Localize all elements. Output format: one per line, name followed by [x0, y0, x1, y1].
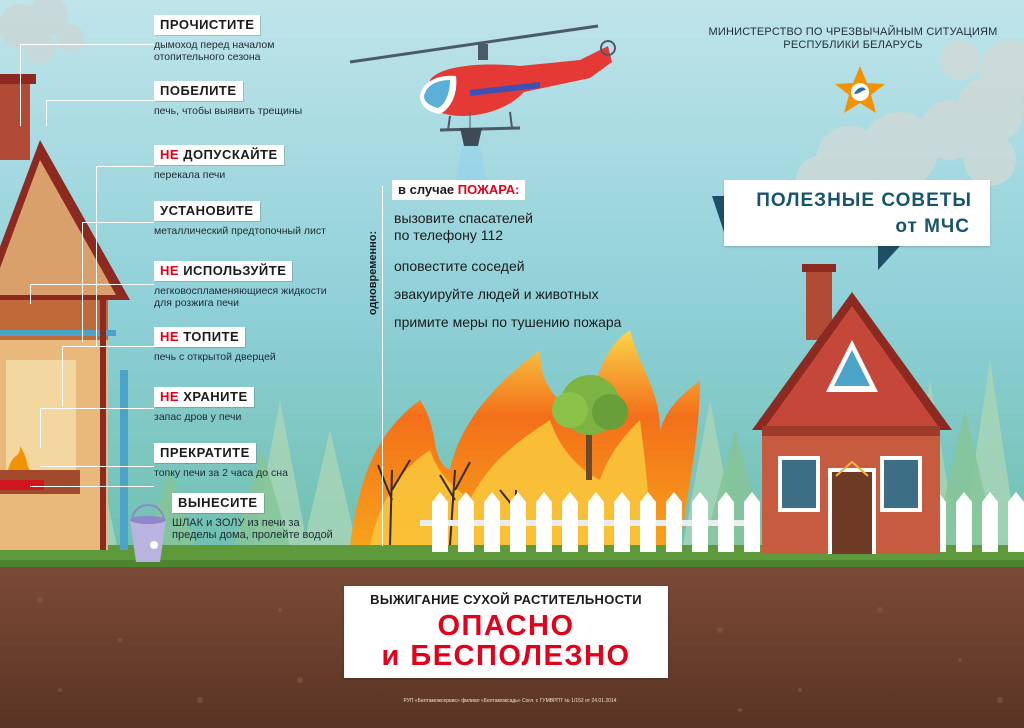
tip-title: ПРЕКРАТИТЕ — [154, 443, 256, 463]
useful-advice-banner — [724, 180, 990, 246]
tip-no-open-door — [154, 326, 344, 364]
tip-connector-8 — [40, 466, 154, 467]
tip-title: НЕ ИСПОЛЬЗУЙТЕ — [154, 261, 292, 281]
warning-line1: ОПАСНО — [437, 610, 575, 642]
tip-description: ШЛАК и ЗОЛУ из печи за пределы дома, пролейте водой — [172, 517, 333, 541]
tip-no-overheat — [154, 144, 344, 182]
warning-line2: и БЕСПОЛЕЗНО — [381, 640, 631, 672]
in-case-of-fire-label: в случае ПОЖАРА: — [392, 180, 525, 200]
tip-connector-9 — [30, 486, 154, 487]
ministry-name — [688, 26, 1018, 52]
tip-whitewash-stove — [154, 80, 344, 118]
tip-connector-6 — [62, 346, 154, 406]
tip-title: ПОБЕЛИТЕ — [154, 81, 243, 101]
tip-no-firewood-storage — [154, 386, 344, 424]
fire-action-extinguish: примите меры по тушению пожара — [394, 314, 622, 330]
fire-action-phone: по телефону 112 — [394, 227, 504, 243]
tip-title: УСТАНОВИТЕ — [154, 201, 260, 221]
tip-clean-chimney — [154, 14, 344, 63]
tip-title: НЕ ДОПУСКАЙТЕ — [154, 145, 284, 165]
fire-action-call-rescuers: вызовите спасателей — [394, 210, 533, 226]
advice-title-line1: ПОЛЕЗНЫЕ СОВЕТЫ — [756, 190, 972, 211]
tip-connector-4 — [82, 222, 154, 342]
tip-title: ВЫНЕСИТЕ — [172, 493, 264, 513]
tip-stop-heating — [154, 442, 344, 480]
tip-description: металлический предтопочный лист — [154, 225, 326, 237]
tip-description: легковоспламеняющиеся жидкости для розжига печи — [154, 285, 327, 309]
tip-description: печь, чтобы выявить трещины — [154, 105, 303, 117]
print-footnote: РУП «Белтаможсервис» филиал «Белтаможсадь» Согл. с ГУМВРПТ № 1/152 от 24.01.2014 — [403, 698, 617, 704]
tip-description: дымоход перед началом отопительного сезона — [154, 39, 275, 63]
simultaneously-label: одновременно: — [367, 230, 379, 316]
tip-connector-5 — [30, 284, 154, 304]
tip-title: НЕ ТОПИТЕ — [154, 327, 245, 347]
tip-connector-7 — [40, 408, 154, 448]
fire-action-warn-neighbors: оповестите соседей — [394, 258, 525, 274]
warning-subtitle: ВЫЖИГАНИЕ СУХОЙ РАСТИТЕЛЬНОСТИ — [370, 592, 642, 607]
fire-bracket — [382, 186, 392, 546]
tip-title: ПРОЧИСТИТЕ — [154, 15, 260, 35]
tip-connector-2 — [46, 100, 154, 126]
tip-remove-ash — [172, 492, 362, 541]
tip-description: топку печи за 2 часа до сна — [154, 467, 288, 479]
tip-title: НЕ ХРАНИТЕ — [154, 387, 254, 407]
ministry-line2: РЕСПУБЛИКИ БЕЛАРУСЬ — [783, 39, 923, 51]
ministry-line1: МИНИСТЕРСТВО ПО ЧРЕЗВЫЧАЙНЫМ СИТУАЦИЯМ — [708, 26, 998, 38]
tip-description: перекала печи — [154, 169, 226, 181]
tip-description: запас дров у печи — [154, 411, 242, 423]
tip-no-flammable-liquids — [154, 260, 344, 309]
fire-action-evacuate: эвакуируйте людей и животных — [394, 286, 599, 302]
tip-install-sheet — [154, 200, 344, 238]
advice-title-line2: от МЧС — [895, 216, 970, 237]
dry-grass-burning-warning — [344, 586, 668, 678]
tip-description: печь с открытой дверцей — [154, 351, 276, 363]
